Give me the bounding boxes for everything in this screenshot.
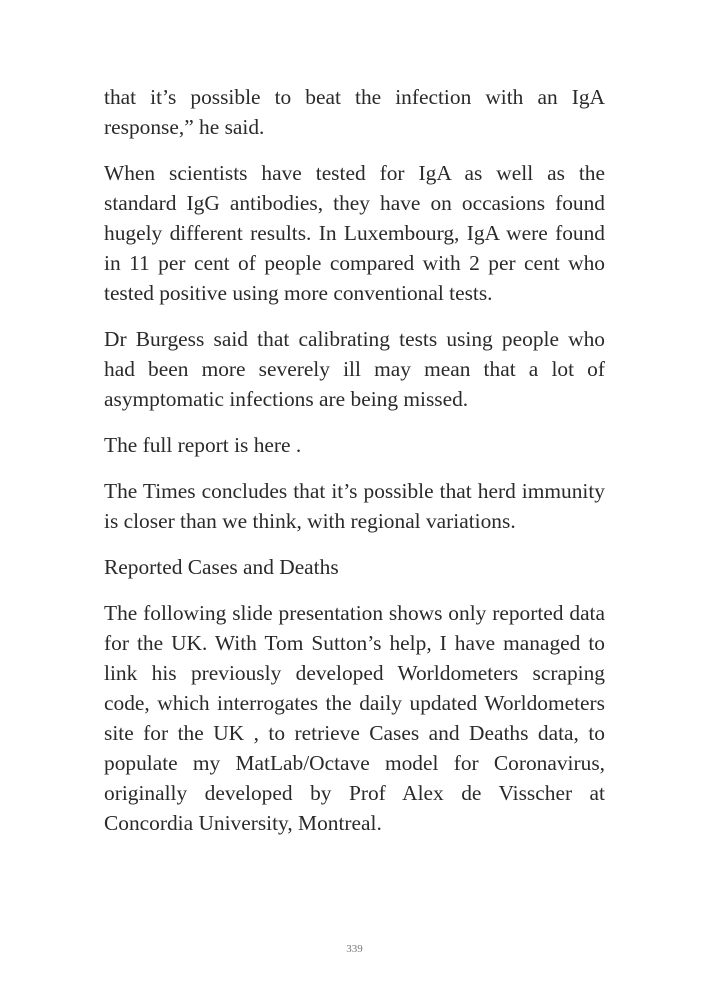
paragraph-times-conclusion: The Times concludes that it’s possible that herd immunity is closer than we think, with regional variations. xyxy=(104,479,605,533)
body-text xyxy=(104,82,605,854)
paragraph-iga-response: that it’s possible to beat the infection with an IgA response,” he said. xyxy=(104,85,605,139)
paragraph-burgess: Dr Burgess said that calibrating tests using people who had been more severely ill may mean that a lot of asymptomatic infections are being missed. xyxy=(104,327,605,411)
page-number: 339 xyxy=(346,943,363,955)
paragraph-iga-testing: When scientists have tested for IgA as well as the standard IgG antibodies, they have on occasions found hugely different results. In Luxembourg, IgA were found in 11 per cent of people compared with 2 per cent who tested positive using more conventional tests. xyxy=(104,161,605,305)
section-heading-reported-cases: Reported Cases and Deaths xyxy=(104,555,339,579)
paragraph-slide-presentation: The following slide presentation shows only reported data for the UK. With Tom Sutton’s help, I have managed to link his previously developed Worldometers scraping code, which interrogates the daily updated Worldometers site for the UK , to retrieve Cases and Deaths data, to populate my MatLab/Octave model for Coronavirus, originally developed by Prof Alex de Visscher at Concordia University, Montreal. xyxy=(104,601,605,835)
paragraph-full-report: The full report is here . xyxy=(104,433,302,457)
